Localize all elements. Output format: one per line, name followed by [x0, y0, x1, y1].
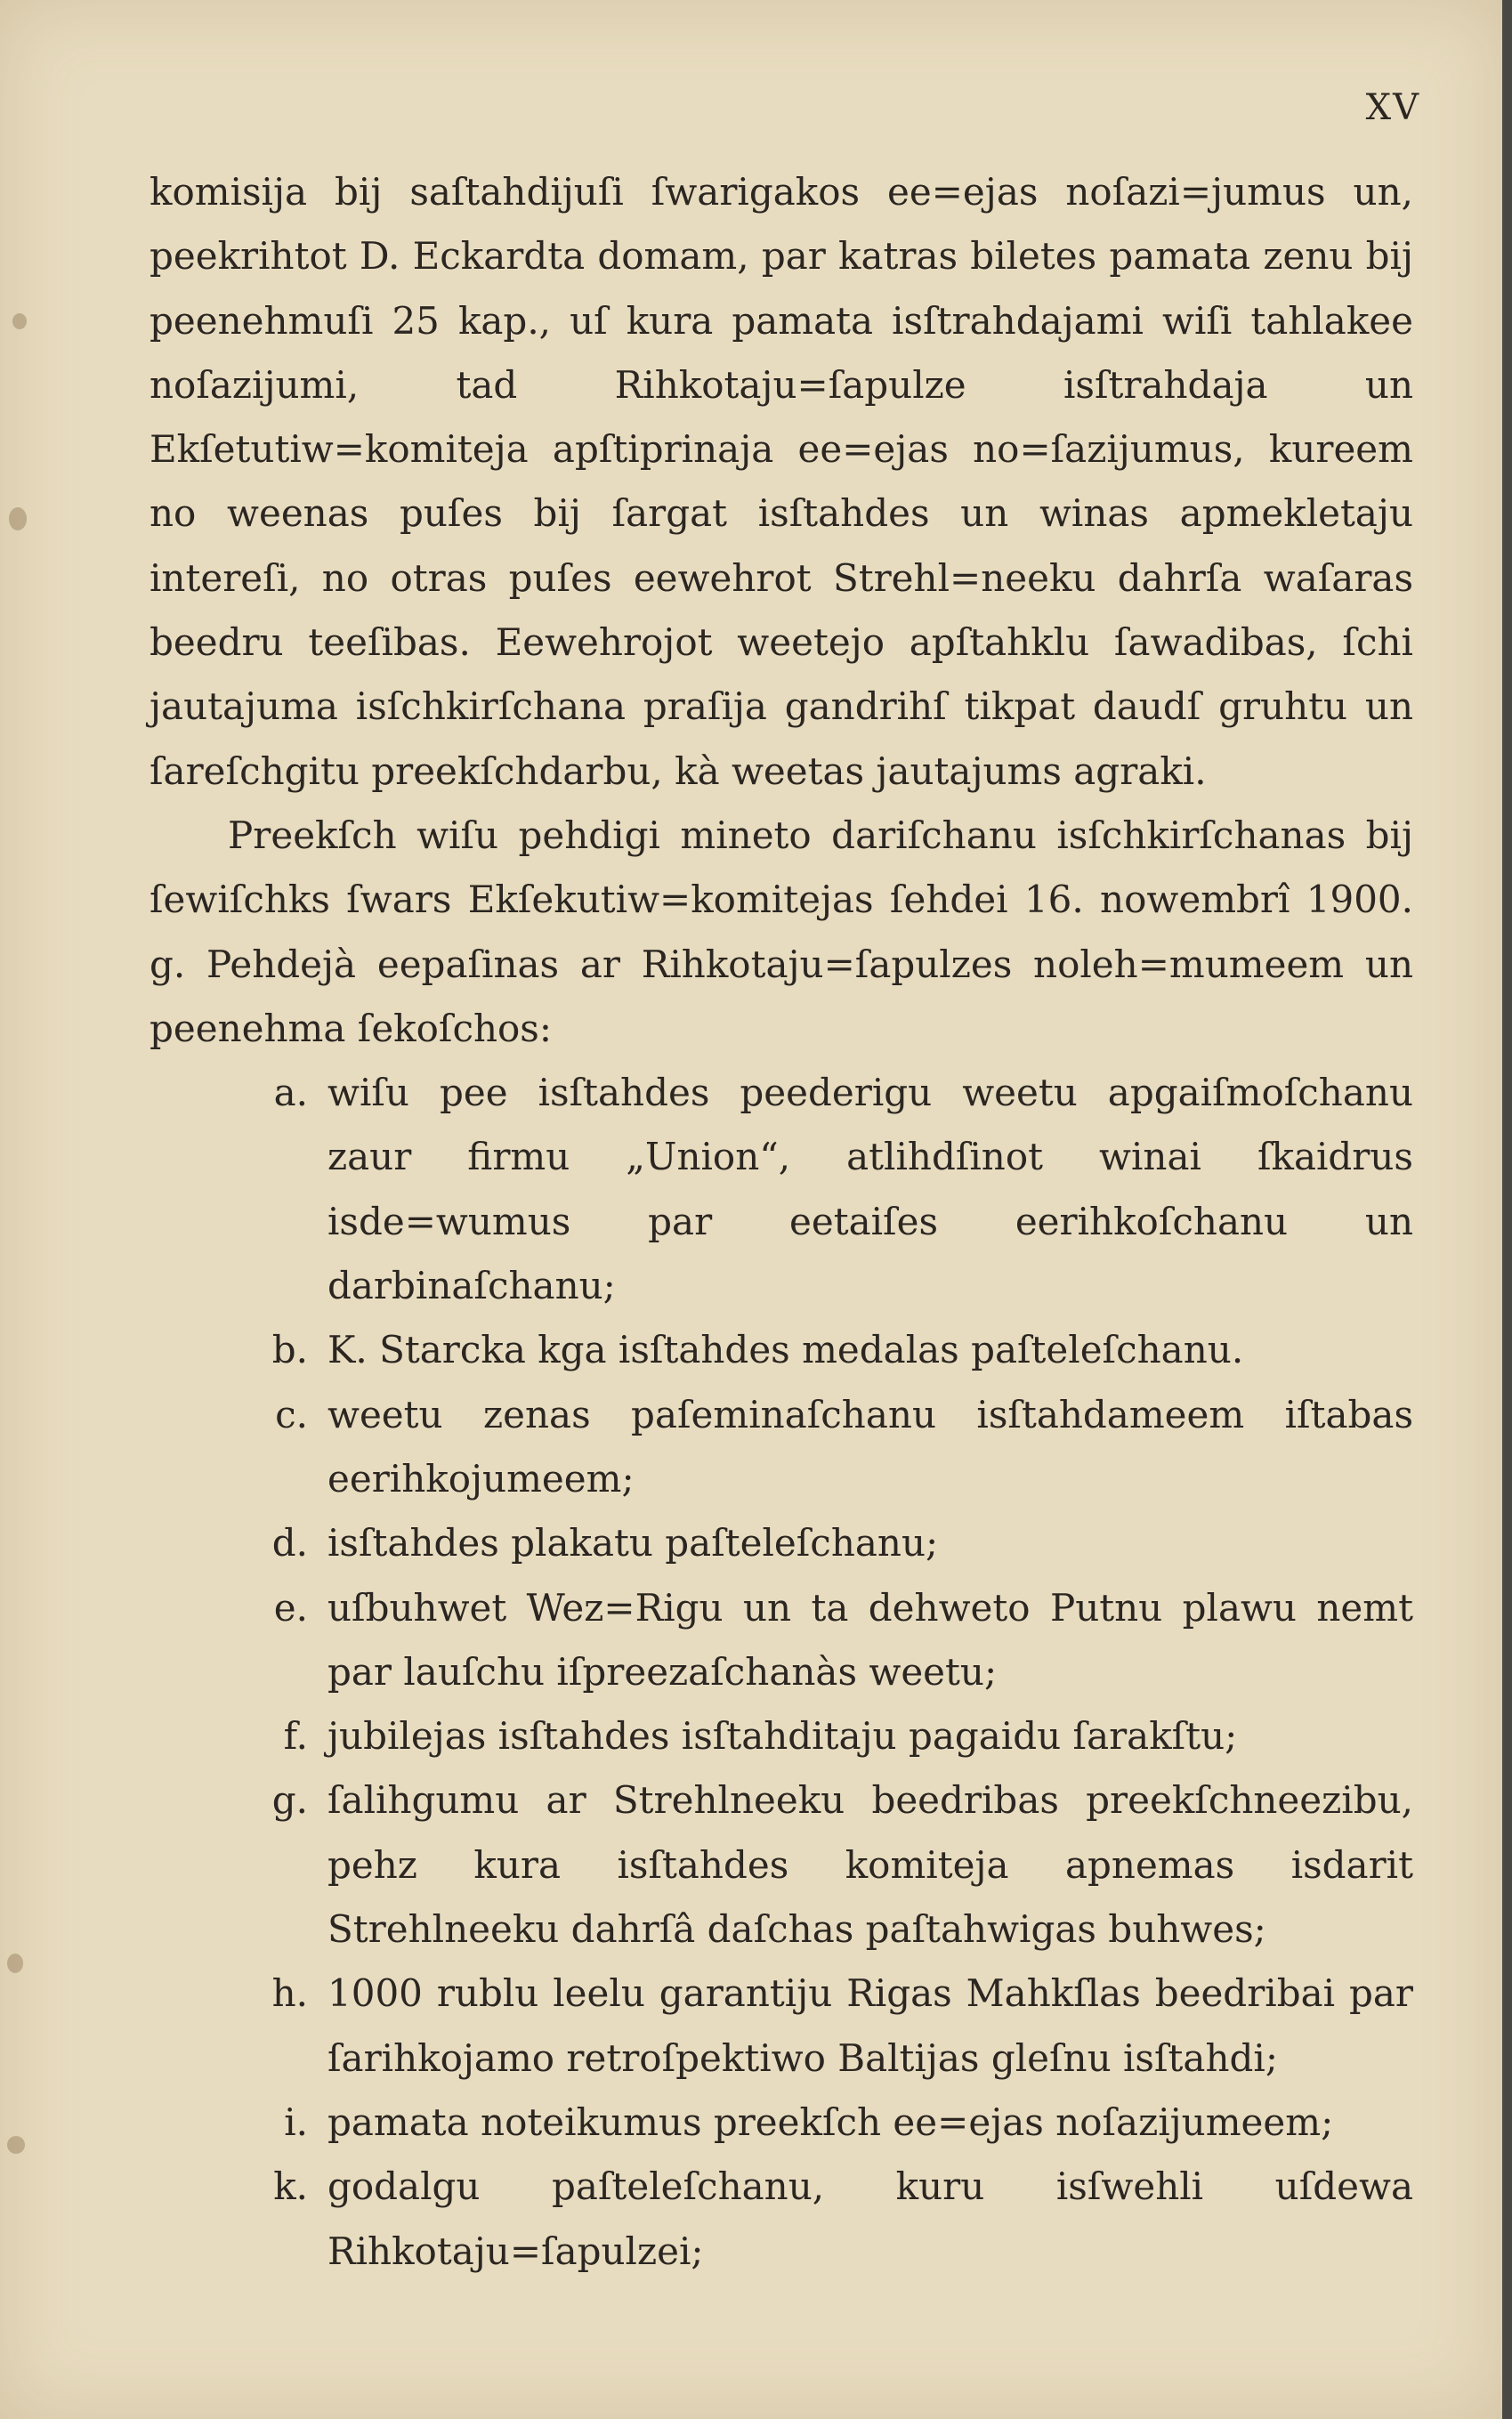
list-marker: g. — [271, 1778, 308, 1823]
paragraph — [150, 804, 1413, 1061]
list-item-text: K. Starcka kga isſtahdes medalas paſteleſchanu. — [327, 1328, 1244, 1372]
list-item-text: 1000 rublu leelu garantiju Rigas Mahkſlas beedribai par ſarihkojamo retroſpektiwo Baltijas gleſnu isſtahdi; — [327, 1971, 1413, 2080]
paragraph: komisija bij saſtahdijuſi ſwarigakos ee=ejas noſazi=jumus un, peekrihtot D. Eckardta domam, par katras biletes pamata zenu bij peenehmuſi 25 kap., uſ kura pamata isſtrahdajami wiſi tahlakee noſazijumi, tad Rihkotaju=ſapulze isſtrahdaja un Ekſetutiw=komiteja apſtiprinaja ee=ejas no=ſazijumus, kureem no weenas puſes bij ſargat isſtahdes un winas apmekletaju intereſi, no otras puſes eewehrot Strehl=neeku dahrſa waſaras beedru teeſibas. Eewehrojot weetejo apſtahklu ſawadibas, ſchi jautajuma isſchkirſchana praſija gandrihſ tikpat daudſ gruhtu un ſareſchgitu preekſchdarbu, kà weetas jautajums agraki. — [150, 170, 1413, 793]
list-item-text: isſtahdes plakatu paſteleſchanu; — [327, 1521, 939, 1565]
list-item — [150, 1768, 1413, 1962]
paper-stain — [9, 507, 27, 530]
list-marker: f. — [283, 1714, 308, 1759]
list-marker: e. — [273, 1585, 308, 1630]
list-item — [150, 1318, 1413, 1382]
list-marker: a. — [273, 1071, 308, 1115]
list-marker: b. — [271, 1328, 308, 1372]
list-item-text: uſbuhwet Wez=Rigu un ta dehweto Putnu plawu nemt par lauſchu iſpreezaſchanàs weetu; — [327, 1585, 1413, 1694]
paper-stain — [7, 2136, 25, 2154]
list-item — [150, 1383, 1413, 1512]
paragraph-text: Preekſch wiſu pehdigi mineto dariſchanu isſchkirſchanas bij ſewiſchks ſwars Ekſekutiw=komitejas ſehdei 16. nowembrî 1900. g. Pehdejà eepaſinas ar Rihkotaju=ſapulzes noleh=mumeem un peenehma ſekoſchos: — [150, 813, 1413, 1050]
page-text — [150, 160, 1413, 2284]
list-item-text: pamata noteikumus preekſch ee=ejas noſazijumeem; — [327, 2099, 1334, 2144]
list-item-text: weetu zenas paſeminaſchanu isſtahdameem iſtabas eerihkojumeem; — [327, 1392, 1413, 1501]
list-item — [150, 1962, 1413, 2091]
list-marker: h. — [271, 1971, 308, 2016]
list-item — [150, 1061, 1413, 1318]
list-marker: k. — [273, 2164, 308, 2209]
list-item — [150, 2155, 1413, 2284]
list-marker: i. — [284, 2099, 308, 2144]
list-item-text: ſalihgumu ar Strehlneeku beedribas preekſchneezibu, pehz kura isſtahdes komiteja apnemas isdarit Strehlneeku dahrſâ daſchas paſtahwigas buhwes; — [327, 1778, 1413, 1952]
list-item — [150, 1576, 1413, 1705]
list-item — [150, 1704, 1413, 1768]
resolution-list — [150, 1061, 1413, 2284]
paper-stain — [7, 1954, 23, 1973]
list-item-text: godalgu paſteleſchanu, kuru isſwehli uſdewa Rihkotaju=ſapulzei; — [327, 2164, 1413, 2273]
list-marker: d. — [271, 1521, 308, 1565]
paper-stain — [12, 313, 27, 329]
list-marker: c. — [275, 1392, 308, 1436]
list-item — [150, 2091, 1413, 2155]
page-number: XV — [1365, 87, 1420, 128]
list-item-text: wiſu pee isſtahdes peederigu weetu apgaiſmoſchanu zaur firmu „Union“, atlihdſinot winai ſkaidrus isde=wumus par eetaiſes eerihkoſchanu un darbinaſchanu; — [327, 1071, 1413, 1308]
list-item — [150, 1511, 1413, 1575]
list-item-text: jubilejas isſtahdes isſtahditaju pagaidu ſarakſtu; — [327, 1714, 1238, 1759]
